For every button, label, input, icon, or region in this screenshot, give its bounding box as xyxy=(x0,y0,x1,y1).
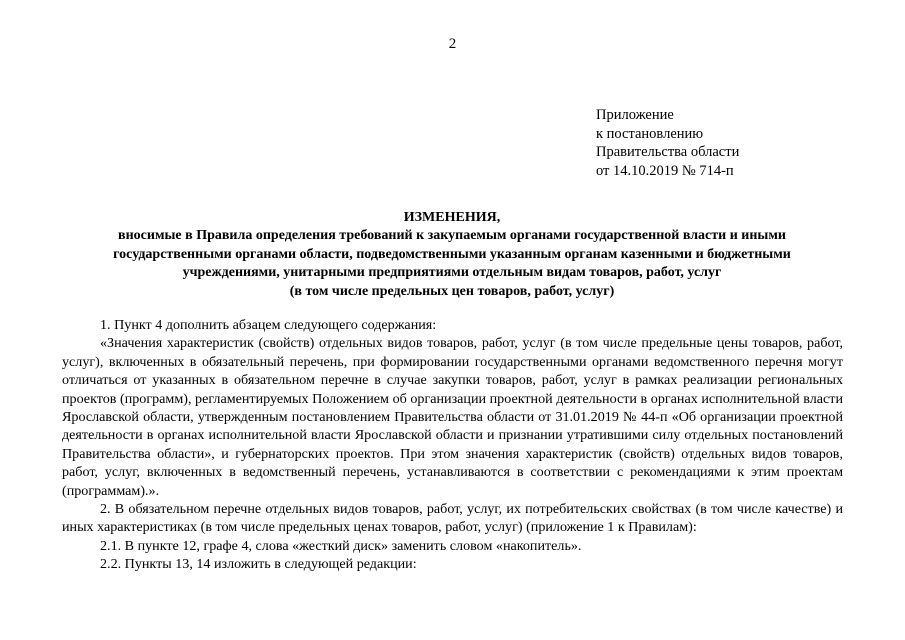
paragraph-2-2: 2.2. Пункты 13, 14 изложить в следующей редакции: xyxy=(100,556,417,573)
paragraph-quote: «Значения характеристик (свойств) отдельных видов товаров, работ, услуг (в том числе предельные цены товаров, работ, услуг), включенных в обязательный перечень, при формировании государственными органами ведомственного перечня могут отличаться от указанных в обязательном перечне в случае закупки товаров, работ, услуг в рамках реализации региональных проектов (программ), регламентируемых Положением об организации проектной деятельности в органах исполнительной власти Ярославской области, утвержденным постановлением Правительства области от 31.01.2019 № 44-п «Об организации проектной деятельности в органах исполнительной власти Ярославской области и признании утратившими силу отдельных постановлений Правительства области», и губернаторских проектов. При этом значения характеристик (свойств) отдельных видов товаров, работ, услуг, включенных в ведомственный перечень, устанавливаются в соответствии с рекомендациями к этим проектам (программам).». xyxy=(62,335,843,499)
heading-line: (в том числе предельных цен товаров, работ, услуг) xyxy=(289,283,615,299)
appendix-block xyxy=(596,106,739,180)
appendix-line: к постановлению xyxy=(596,125,704,142)
heading-line: учреждениями, унитарными предприятиями отдельным видам товаров, работ, услуг xyxy=(182,265,722,281)
page-number: 2 xyxy=(448,36,457,52)
heading-line: вносимые в Правила определения требований к закупаемым органами государственной власти и иными xyxy=(118,228,786,244)
heading-line: государственными органами области, подведомственными указанным органам казенными и бюджетными xyxy=(113,246,791,262)
paragraph-2: 2. В обязательном перечне отдельных видов товаров, работ, услуг, их потребительских свойствах (в том числе качестве) и иных характеристиках (в том числе предельных ценах товаров, работ, услуг) (приложение 1 к Правилам): xyxy=(62,501,843,536)
appendix-line: от 14.10.2019 № 714-п xyxy=(596,162,734,179)
paragraph-1: 1. Пункт 4 дополнить абзацем следующего содержания: xyxy=(100,317,437,333)
document-heading xyxy=(52,209,852,301)
document-body xyxy=(62,316,843,574)
heading-title: ИЗМЕНЕНИЯ, xyxy=(403,210,501,225)
paragraph-2-1: 2.1. В пункте 12, графе 4, слова «жесткий диск» заменить словом «накопитель». xyxy=(100,537,582,554)
appendix-line: Приложение xyxy=(596,107,674,123)
appendix-line: Правительства области xyxy=(596,144,740,160)
